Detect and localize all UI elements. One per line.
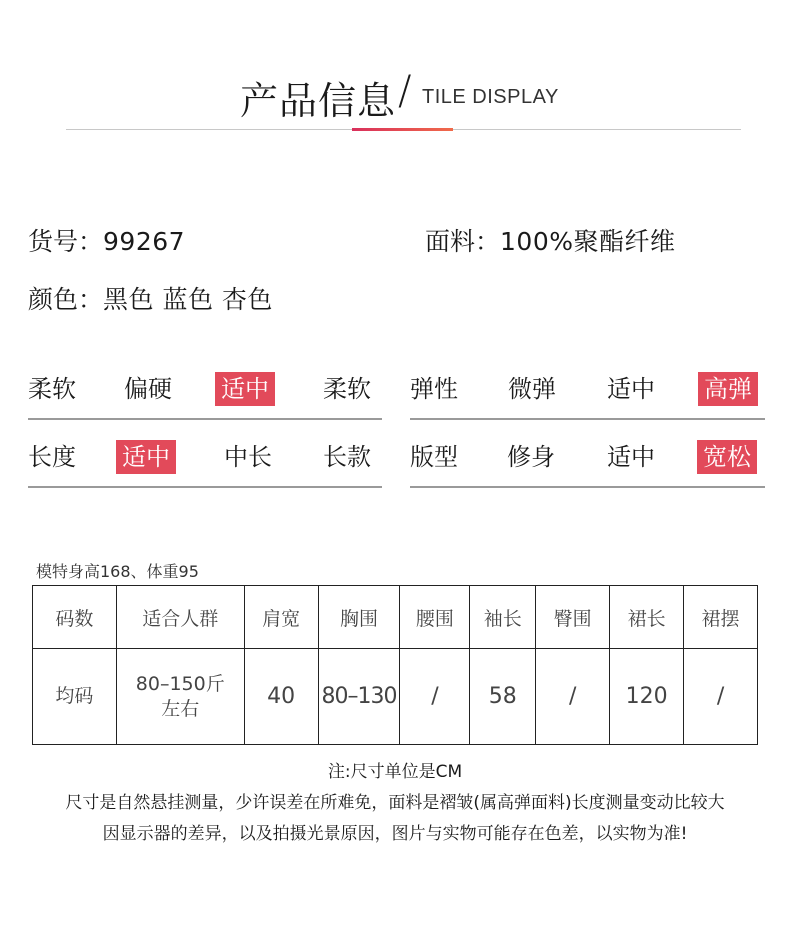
table-header: 裙摆 (684, 586, 758, 649)
length-option: 长款 (323, 443, 371, 471)
table-header: 适合人群 (116, 586, 244, 649)
softness-option: 偏硬 (124, 375, 172, 403)
table-header: 袖长 (470, 586, 536, 649)
fit-option: 适中 (607, 443, 655, 471)
table-header: 裙长 (610, 586, 684, 649)
title-slash: / (398, 68, 412, 114)
item-number-value: 99267 (103, 227, 186, 256)
length-option-selected: 适中 (116, 440, 176, 474)
table-cell: 40 (244, 649, 318, 745)
fabric-value: 100%聚酯纤维 (500, 227, 676, 256)
softness-row (28, 368, 382, 420)
color-label: 颜色： (28, 285, 104, 314)
length-label: 长度 (28, 443, 76, 471)
fit-label: 版型 (410, 443, 458, 471)
size-table (32, 585, 758, 745)
table-header: 胸围 (318, 586, 400, 649)
fabric (425, 222, 676, 258)
table-cell: 80–150斤 左右 (116, 649, 244, 745)
table-row (33, 649, 758, 745)
table-header: 肩宽 (244, 586, 318, 649)
length-row (28, 436, 382, 488)
table-header: 码数 (33, 586, 117, 649)
elasticity-option-selected: 高弹 (698, 372, 758, 406)
unit-note: 注:尺寸单位是CM (327, 762, 463, 782)
model-note: 模特身高168、体重95 (36, 562, 199, 581)
section-title: 产品信息 (240, 79, 397, 123)
table-cell: / (684, 649, 758, 745)
table-cell: 均码 (33, 649, 117, 745)
table-cell: 120 (610, 649, 684, 745)
table-cell: / (400, 649, 470, 745)
section-subtitle: TILE DISPLAY (422, 86, 559, 108)
elasticity-option: 微弹 (508, 375, 556, 403)
item-number-label: 货号： (28, 227, 104, 256)
colors (28, 280, 273, 316)
table-header: 臀围 (536, 586, 610, 649)
fit-option-selected: 宽松 (697, 440, 757, 474)
length-option: 中长 (224, 443, 272, 471)
fit-option: 修身 (507, 443, 555, 471)
table-cell: 80–130 (318, 649, 400, 745)
table-cell: / (536, 649, 610, 745)
softness-option: 柔软 (323, 375, 371, 403)
elasticity-label: 弹性 (410, 375, 458, 403)
softness-label: 柔软 (28, 375, 76, 403)
item-number (28, 222, 185, 258)
table-cell: 58 (470, 649, 536, 745)
measurement-note: 尺寸是自然悬挂测量，少许误差在所难免，面料是褶皱(属高弹面料)长度测量变动比较大 (65, 793, 725, 813)
header-accent-bar (352, 128, 453, 131)
softness-option-selected: 适中 (215, 372, 275, 406)
fabric-label: 面料： (425, 227, 501, 256)
color-value: 黑色 蓝色 杏色 (103, 285, 273, 314)
fit-row (410, 436, 765, 488)
elasticity-row (410, 368, 765, 420)
section-header (0, 60, 790, 123)
elasticity-option: 适中 (607, 375, 655, 403)
table-header: 腰围 (400, 586, 470, 649)
table-header-row (33, 586, 758, 649)
color-disclaimer: 因显示器的差异，以及拍摄光景原因，图片与实物可能存在色差，以实物为准! (102, 824, 688, 844)
